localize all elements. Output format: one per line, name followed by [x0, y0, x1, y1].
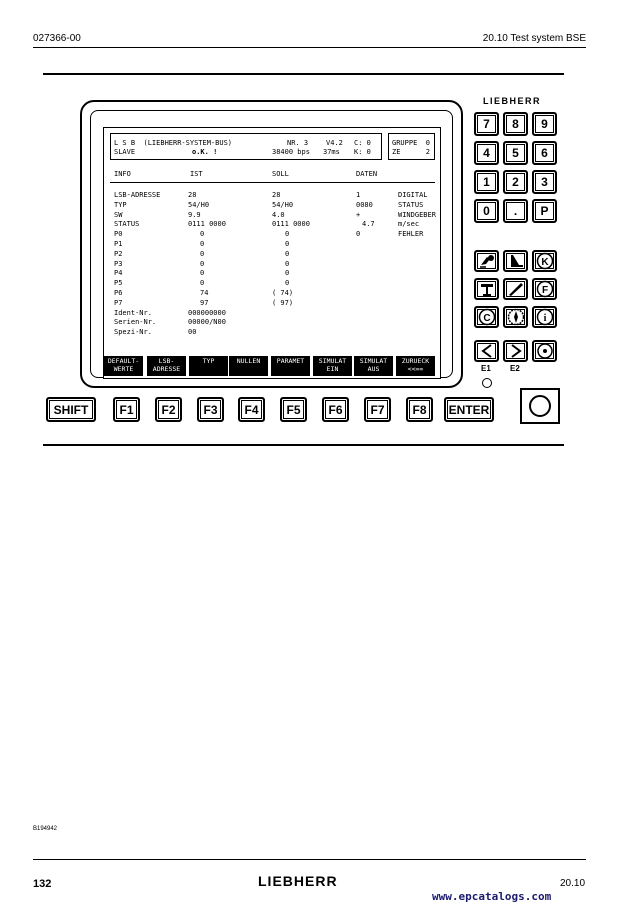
function-key[interactable]: SHIFT	[46, 397, 96, 422]
row-info-cell: P4	[114, 269, 123, 278]
row-extra-cell: STATUS	[398, 200, 424, 209]
info-icon[interactable]	[532, 306, 557, 328]
row-info-cell: Serien-Nr.	[114, 318, 157, 327]
row-soll-cell: 0	[285, 259, 290, 268]
function-key[interactable]: F6	[322, 397, 349, 422]
softkey-label: AUS	[367, 365, 380, 373]
softkey-label: LSB-	[158, 357, 175, 365]
section-title: 20.10 Test system BSE	[482, 33, 586, 44]
screen-ms: 37ms	[323, 148, 340, 156]
row-info-cell: P7	[114, 298, 123, 307]
col-daten: DATEN	[356, 170, 378, 178]
screen-slave: SLAVE	[114, 148, 136, 156]
softkey-label: DEFAULT-	[107, 357, 140, 365]
row-ist-cell: 9.9	[188, 210, 201, 219]
hoist-icon[interactable]	[474, 250, 499, 272]
row-ist-cell: 0	[200, 279, 205, 288]
row-soll-cell: 0	[285, 249, 290, 258]
screen-k: K: 0	[354, 148, 371, 156]
row-ist-cell: 0111 0000	[188, 220, 226, 229]
row-info-cell: P0	[114, 230, 123, 239]
row-info-cell: STATUS	[114, 220, 140, 229]
softkey[interactable]	[104, 356, 143, 376]
row-soll-cell: 0111 0000	[272, 220, 310, 229]
softkey-label: SIMULAT	[359, 357, 388, 365]
footer-brand-logo: LIEBHERR	[258, 873, 338, 889]
svg-text:K: K	[540, 257, 549, 268]
row-daten-cell: 1	[356, 191, 361, 199]
function-key[interactable]: F8	[406, 397, 433, 422]
row-daten-cell: 4.7	[362, 220, 375, 229]
screen-c: C: 0	[354, 139, 371, 147]
crane-luffing-icon[interactable]	[503, 250, 528, 272]
row-soll-cell: 0	[285, 240, 290, 248]
row-ist-cell: 74	[200, 289, 209, 297]
softkey[interactable]	[396, 356, 435, 376]
row-ist-cell: 0	[200, 269, 205, 278]
softkey[interactable]	[313, 356, 352, 376]
screen-nr: NR. 3	[287, 139, 309, 147]
row-daten-cell: 0080	[356, 200, 373, 209]
numpad-key[interactable]: 5	[503, 141, 528, 165]
softkey-label: SIMULAT	[318, 357, 347, 365]
softkey-label: NULLEN	[236, 357, 261, 365]
row-soll-cell: 0	[285, 269, 290, 278]
row-soll-cell: ( 97)	[272, 298, 294, 307]
header-rule	[33, 47, 586, 48]
screen-ze: ZE 2	[392, 148, 430, 156]
row-extra-cell: m/sec	[398, 220, 420, 229]
page-number: 132	[33, 878, 52, 890]
row-info-cell: P3	[114, 259, 123, 268]
svg-text:C: C	[482, 313, 491, 324]
row-extra-cell: DIGITAL	[398, 191, 428, 199]
dot-circle-icon[interactable]	[532, 340, 557, 362]
numpad-key[interactable]: 3	[532, 170, 557, 194]
function-key[interactable]: F2	[155, 397, 182, 422]
row-daten-cell: +	[356, 210, 361, 219]
softkey[interactable]	[229, 356, 268, 376]
softkey-label: ZURUECK	[401, 357, 430, 365]
numpad-key[interactable]: 2	[503, 170, 528, 194]
softkey-label: WERTE	[113, 365, 134, 373]
numpad-key[interactable]: 6	[532, 141, 557, 165]
arrow-left-icon[interactable]	[474, 340, 499, 362]
row-ist-cell: 54/H0	[188, 200, 210, 209]
arrow-right-icon[interactable]	[503, 340, 528, 362]
row-ist-cell: 00000/N00	[188, 318, 226, 327]
screen-divider	[110, 182, 435, 183]
numpad-key[interactable]: .	[503, 199, 528, 223]
figure-top-rule	[43, 73, 564, 75]
softkey-label: PARAMET	[276, 357, 305, 365]
screen-gruppe: GRUPPE 0	[392, 139, 430, 147]
col-info: INFO	[114, 170, 131, 178]
softkey[interactable]	[354, 356, 393, 376]
slewing-icon[interactable]	[474, 278, 499, 300]
c-icon[interactable]	[474, 306, 499, 328]
power-button[interactable]	[520, 388, 560, 424]
function-key[interactable]: ENTER	[444, 397, 494, 422]
numpad-key[interactable]: 7	[474, 112, 499, 136]
function-key[interactable]: F4	[238, 397, 265, 422]
screen-version: V4.2	[326, 139, 343, 147]
row-info-cell: P6	[114, 289, 123, 297]
row-info-cell: LSB-ADRESSE	[114, 191, 161, 199]
softkey-label: EIN	[326, 365, 339, 373]
panel-brand-logo: LIEBHERR	[483, 96, 542, 106]
row-extra-cell: WINDGEBER	[398, 210, 436, 219]
figure-id: B194942	[33, 826, 58, 832]
row-ist-cell: 00	[188, 328, 197, 337]
e2-label: E2	[510, 364, 520, 373]
row-info-cell: SW	[114, 210, 123, 219]
row-ist-cell: 0	[200, 249, 205, 258]
e1-label: E1	[481, 364, 491, 373]
numpad-key[interactable]: 8	[503, 112, 528, 136]
row-extra-cell: FEHLER	[398, 230, 424, 239]
row-ist-cell: 97	[200, 298, 209, 307]
softkey-label: <<==	[407, 365, 424, 373]
row-ist-cell: 0	[200, 259, 205, 268]
doc-number: 027366-00	[33, 33, 81, 44]
function-key[interactable]: F7	[364, 397, 391, 422]
svg-text:F: F	[541, 285, 548, 296]
softkey-label: ADRESSE	[152, 365, 181, 373]
function-key[interactable]: F3	[197, 397, 224, 422]
row-daten-cell: 0	[356, 230, 361, 239]
function-key[interactable]: F1	[113, 397, 140, 422]
numpad-key[interactable]: 4	[474, 141, 499, 165]
row-ist-cell: 000000000	[188, 308, 226, 317]
screen-status: o.K. !	[192, 148, 218, 156]
row-info-cell: TYP	[114, 200, 127, 209]
softkey[interactable]	[189, 356, 228, 376]
svg-text:i: i	[543, 313, 546, 324]
screen-title: L S B (LIEBHERR-SYSTEM-BUS)	[114, 139, 233, 147]
row-soll-cell: 28	[272, 191, 281, 199]
row-soll-cell: 0	[285, 279, 290, 288]
row-info-cell: P2	[114, 249, 123, 258]
row-info-cell: Spezi-Nr.	[114, 328, 152, 337]
watermark-link[interactable]: www.epcatalogs.com	[432, 890, 552, 903]
f-icon[interactable]	[532, 278, 557, 300]
screen-bps: 38400 bps	[272, 148, 310, 156]
boom-icon[interactable]	[503, 278, 528, 300]
footer-rule	[33, 859, 586, 860]
col-ist: IST	[190, 170, 203, 178]
figure-bottom-rule	[43, 444, 564, 446]
col-soll: SOLL	[272, 170, 289, 178]
numpad-key[interactable]: 9	[532, 112, 557, 136]
row-info-cell: Ident-Nr.	[114, 308, 152, 317]
softkey[interactable]	[147, 356, 186, 376]
k-icon[interactable]	[532, 250, 557, 272]
row-soll-cell: 0	[285, 230, 290, 239]
e1-led	[482, 378, 492, 388]
row-soll-cell: 4.0	[272, 210, 285, 219]
row-info-cell: P5	[114, 279, 123, 288]
footer-version: 20.10	[560, 878, 586, 889]
softkey[interactable]	[271, 356, 310, 376]
numpad-key[interactable]: 0	[474, 199, 499, 223]
function-key[interactable]: F5	[280, 397, 307, 422]
row-info-cell: P1	[114, 240, 123, 248]
row-ist-cell: 28	[188, 191, 197, 199]
softkey-label: TYP	[202, 357, 215, 365]
lcd-screen	[103, 127, 441, 379]
row-soll-cell: ( 74)	[272, 289, 294, 297]
row-ist-cell: 0	[200, 240, 205, 248]
row-ist-cell: 0	[200, 230, 205, 239]
numpad-key[interactable]: 1	[474, 170, 499, 194]
power-button-circle	[529, 395, 551, 417]
numpad-key[interactable]: P	[532, 199, 557, 223]
compass-icon[interactable]	[503, 306, 528, 328]
row-soll-cell: 54/H0	[272, 200, 294, 209]
